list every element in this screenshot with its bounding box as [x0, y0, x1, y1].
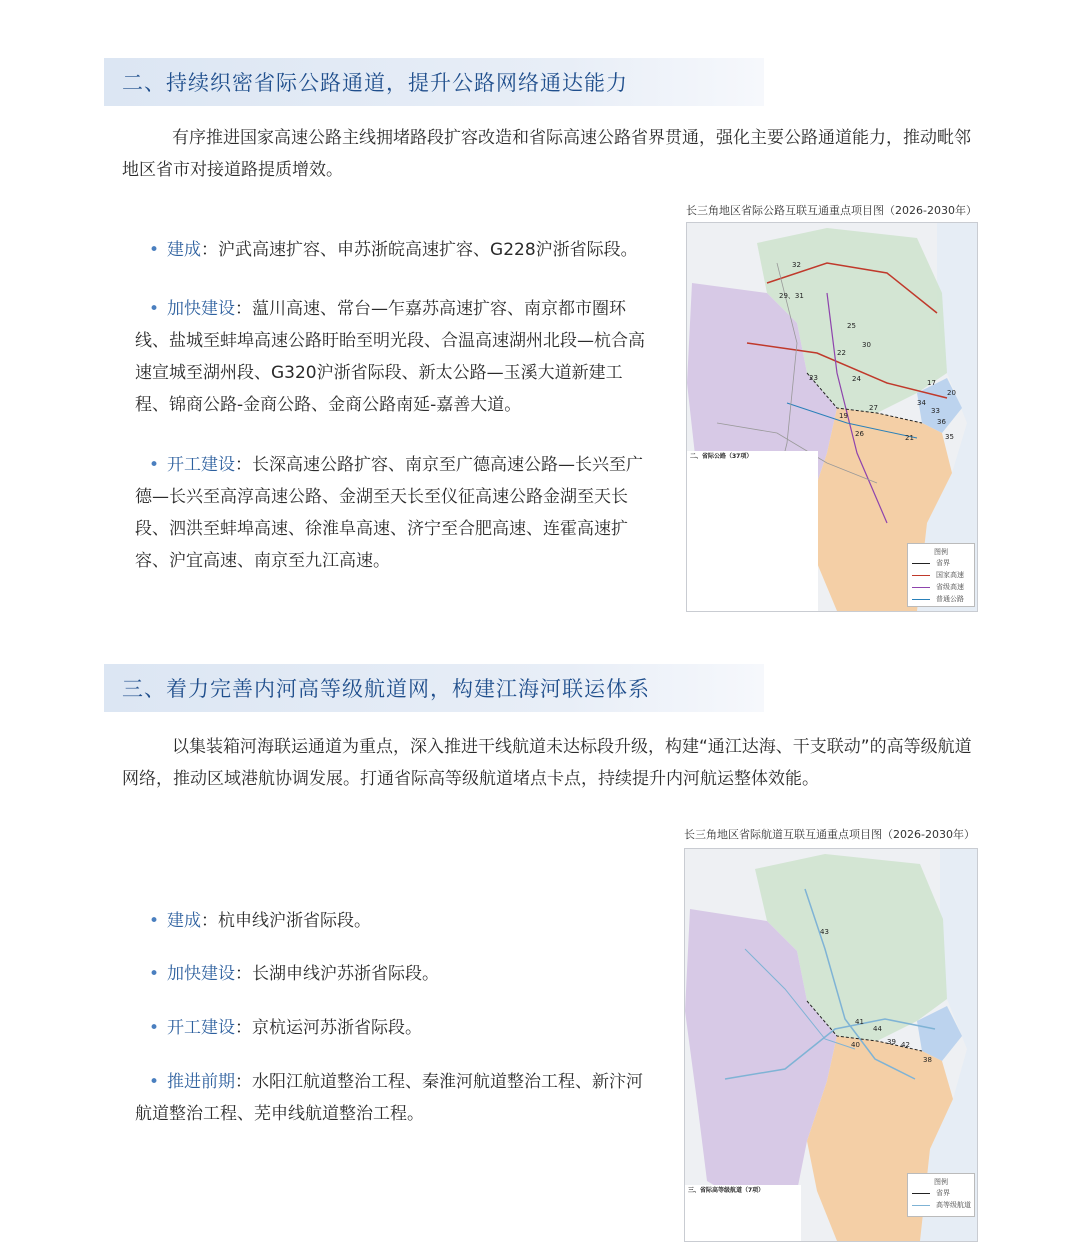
map-label: 26	[855, 430, 864, 438]
map-label: 24	[852, 375, 861, 383]
waterway-map-list-title: 三、省际高等级航道（7项）	[688, 1187, 765, 1194]
road-map-project-list	[687, 451, 818, 611]
waterway-map	[684, 848, 978, 1242]
bullet-dot: •	[149, 455, 160, 475]
section-2-bullet-3	[135, 449, 645, 577]
bullet-keyword: 建成	[167, 911, 202, 931]
legend-swatch	[912, 575, 930, 576]
section-3-bullet-3	[135, 1012, 645, 1044]
map-label: 41	[855, 1018, 864, 1026]
legend-label: 省界	[936, 559, 950, 567]
waterway-map-legend	[907, 1173, 975, 1217]
road-map-list-title: 二、省际公路（37项）	[690, 453, 753, 460]
bullet-text: ：杭申线沪浙省际段。	[201, 911, 372, 931]
bullet-keyword: 开工建设	[167, 1018, 236, 1038]
legend-label: 省界	[936, 1189, 950, 1197]
road-map-title: 长三角地区省际公路互联互通重点项目图（2026-2030年）	[686, 204, 977, 217]
legend-item	[908, 1187, 974, 1199]
map-label: 27	[869, 404, 878, 412]
bullet-dot: •	[149, 1072, 160, 1092]
legend-swatch	[912, 599, 930, 600]
bullet-text: ：水阳江航道整治工程、秦淮河航道整治工程、新汴河航道整治工程、芜申线航道整治工程。	[135, 1072, 644, 1124]
map-label: 21	[905, 434, 914, 442]
map-label: 44	[873, 1025, 882, 1033]
bullet-dot: •	[149, 1018, 160, 1038]
section-3-bullet-4	[135, 1066, 645, 1130]
road-map	[686, 222, 978, 612]
map-label: 23	[809, 374, 818, 382]
map-label: 42	[901, 1041, 910, 1049]
bullet-dot: •	[149, 964, 160, 984]
bullet-text: ：京杭运河苏浙省际段。	[235, 1018, 423, 1038]
map-label: 36	[937, 418, 946, 426]
map-label: 22	[837, 349, 846, 357]
legend-item	[908, 581, 974, 593]
bullet-keyword: 推进前期	[167, 1072, 236, 1092]
bullet-dot: •	[149, 911, 160, 931]
legend-label: 普通公路	[936, 595, 964, 603]
legend-item	[908, 557, 974, 569]
map-label: 34	[917, 399, 926, 407]
section-2-intro: 有序推进国家高速公路主线拥堵路段扩容改造和省际高速公路省界贯通，强化主要公路通道能力，推动毗邻地区省市对接道路提质增效。	[122, 128, 971, 180]
legend-swatch	[912, 587, 930, 588]
legend-title: 图例	[934, 548, 948, 556]
legend-swatch	[912, 1193, 930, 1194]
section-3-bullet-1	[135, 905, 645, 937]
map-label: 43	[820, 928, 829, 936]
legend-swatch	[912, 563, 930, 564]
section-2-bullet-2	[135, 293, 645, 421]
legend-swatch	[912, 1205, 930, 1206]
legend-title: 图例	[934, 1178, 948, 1186]
section-2-header	[104, 58, 764, 106]
legend-item	[908, 1199, 974, 1211]
legend-item	[908, 593, 974, 605]
map-label: 29、31	[779, 292, 804, 300]
bullet-keyword: 开工建设	[167, 455, 236, 475]
section-3-title: 三、着力完善内河高等级航道网，构建江海河联运体系	[122, 677, 650, 701]
bullet-text: ：沪武高速扩容、申苏浙皖高速扩容、G228沪浙省际段。	[201, 240, 638, 260]
bullet-text: ：蕰川高速、常台—乍嘉苏高速扩容、南京都市圈环线、盐城至蚌埠高速公路盱眙至明光段、合温高速湖州北段—杭合高速宣城至湖州段、G320沪浙省际段、新太公路—玉溪大道新建工程、锦商公路-金商公路、金商公路南延-嘉善大道。	[135, 299, 645, 415]
section-2-bullet-1	[135, 234, 645, 266]
map-label: 25	[847, 322, 856, 330]
legend-label: 国家高速	[936, 571, 964, 579]
waterway-map-project-list	[685, 1185, 801, 1241]
section-3-header	[104, 664, 764, 712]
map-label: 30	[862, 341, 871, 349]
bullet-keyword: 加快建设	[167, 299, 236, 319]
legend-label: 高等级航道	[936, 1201, 971, 1209]
map-label: 32	[792, 261, 801, 269]
map-label: 40	[851, 1041, 860, 1049]
legend-item	[908, 569, 974, 581]
road-map-legend	[907, 543, 975, 607]
bullet-text: ：长深高速公路扩容、南京至广德高速公路—长兴至广德—长兴至高淳高速公路、金湖至天长至仪征高速公路金湖至天长段、泗洪至蚌埠高速、徐淮阜高速、济宁至合肥高速、连霍高速扩容、沪宜高速、南京至九江高速。	[135, 455, 644, 571]
map-label: 39	[887, 1038, 896, 1046]
bullet-text: ：长湖申线沪苏浙省际段。	[235, 964, 440, 984]
legend-label: 省级高速	[936, 583, 964, 591]
bullet-dot: •	[149, 240, 160, 260]
bullet-dot: •	[149, 299, 160, 319]
map-label: 17	[927, 379, 936, 387]
section-3-intro: 以集装箱河海联运通道为重点，深入推进干线航道未达标段升级，构建“通江达海、干支联动”的高等级航道网络，推动区域港航协调发展。打通省际高等级航道堵点卡点，持续提升内河航运整体效能。	[122, 737, 972, 789]
map-label: 20	[947, 389, 956, 397]
map-label: 19	[839, 412, 848, 420]
bullet-keyword: 加快建设	[167, 964, 236, 984]
bullet-keyword: 建成	[167, 240, 202, 260]
map-label: 33	[931, 407, 940, 415]
section-3-bullet-2	[135, 958, 645, 990]
waterway-map-title: 长三角地区省际航道互联互通重点项目图（2026-2030年）	[684, 828, 975, 841]
map-label: 35	[945, 433, 954, 441]
map-label: 38	[923, 1056, 932, 1064]
section-2-title: 二、持续织密省际公路通道，提升公路网络通达能力	[122, 71, 628, 95]
